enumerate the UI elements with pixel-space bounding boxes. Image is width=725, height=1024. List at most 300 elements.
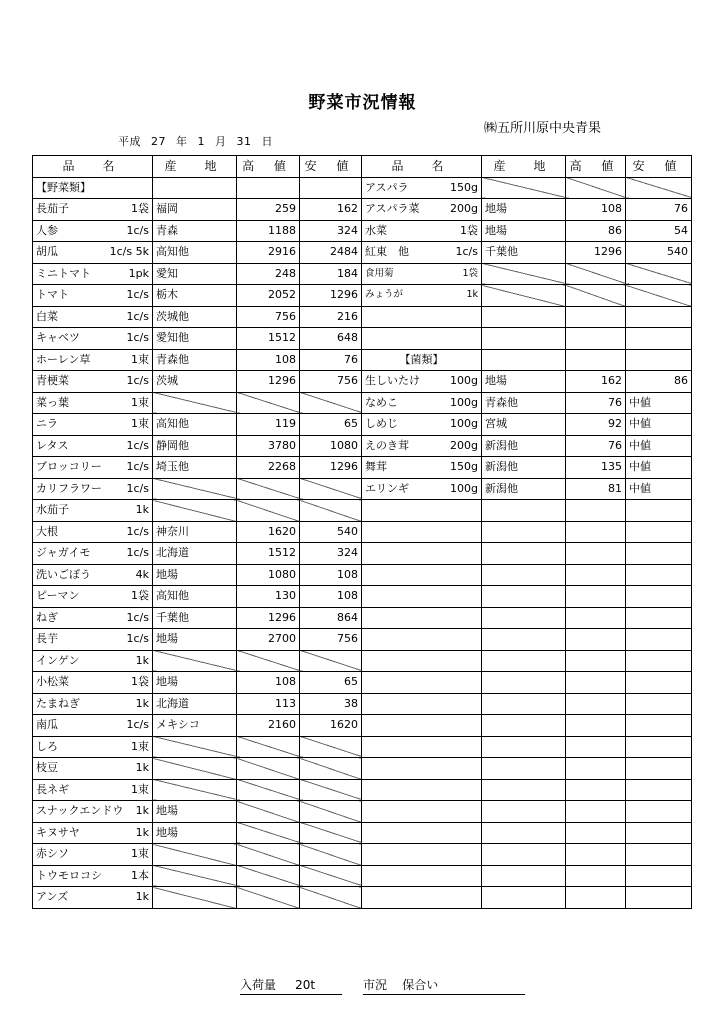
- item-name: 小松菜: [36, 675, 69, 688]
- table-row: [33, 543, 692, 565]
- item-name: しめじ: [365, 417, 398, 430]
- low-price-cell: 中値: [626, 457, 692, 479]
- item-cell: [33, 672, 153, 694]
- origin-cell: [153, 844, 237, 866]
- item-cell: [362, 736, 482, 758]
- item-cell: [33, 349, 153, 371]
- high-price-cell: 2268: [237, 457, 300, 479]
- origin-cell: 高知他: [153, 242, 237, 264]
- low-price-cell: 1296: [300, 285, 362, 307]
- high-price-cell: [237, 887, 300, 909]
- low-price-cell: 324: [300, 543, 362, 565]
- item-cell: [33, 779, 153, 801]
- item-unit: 1k: [135, 503, 149, 516]
- low-price-cell: 864: [300, 607, 362, 629]
- origin-cell: [482, 564, 566, 586]
- item-unit: 1c/s: [126, 481, 149, 495]
- origin-cell: [153, 779, 237, 801]
- origin-cell: 茨城他: [153, 306, 237, 328]
- item-name: ニラ: [36, 417, 58, 430]
- empty-cell: [626, 349, 692, 371]
- high-price-cell: [237, 650, 300, 672]
- low-price-cell: [626, 500, 692, 522]
- high-price-cell: [566, 177, 626, 199]
- item-cell: [362, 242, 482, 264]
- empty-cell: [566, 349, 626, 371]
- low-price-cell: [300, 822, 362, 844]
- low-price-cell: [300, 801, 362, 823]
- origin-cell: 高知他: [153, 586, 237, 608]
- high-price-cell: [566, 650, 626, 672]
- origin-cell: [482, 693, 566, 715]
- high-price-cell: 2160: [237, 715, 300, 737]
- item-name: 白菜: [36, 309, 58, 323]
- item-name: ねぎ: [36, 610, 58, 624]
- item-unit: 1袋: [131, 589, 149, 602]
- item-cell: [33, 736, 153, 758]
- item-cell: [33, 306, 153, 328]
- origin-cell: [482, 521, 566, 543]
- origin-cell: 青森他: [153, 349, 237, 371]
- item-unit: 100g: [450, 481, 478, 495]
- table-row: [33, 199, 692, 221]
- item-cell: [33, 371, 153, 393]
- item-cell: [362, 199, 482, 221]
- item-unit: 1束: [131, 395, 149, 409]
- table-row: [33, 371, 692, 393]
- origin-cell: 千葉他: [482, 242, 566, 264]
- high-price-cell: [566, 693, 626, 715]
- item-cell: [362, 285, 482, 307]
- low-price-cell: [626, 779, 692, 801]
- item-unit: 1c/s: [126, 331, 149, 344]
- low-price-cell: [626, 586, 692, 608]
- empty-cell: [300, 177, 362, 199]
- item-name: ジャガイモ: [36, 546, 91, 559]
- table-row: [33, 177, 692, 199]
- item-cell: [33, 607, 153, 629]
- item-cell: [362, 672, 482, 694]
- table-row: [33, 263, 692, 285]
- item-cell: [33, 242, 153, 264]
- high-price-cell: [237, 500, 300, 522]
- low-price-cell: [626, 564, 692, 586]
- origin-cell: 青森: [153, 220, 237, 242]
- origin-cell: 地場: [153, 801, 237, 823]
- item-cell: [362, 564, 482, 586]
- item-unit: 200g: [450, 202, 478, 215]
- high-price-cell: 76: [566, 392, 626, 414]
- column-header: 産 地: [482, 156, 566, 178]
- high-price-cell: 108: [566, 199, 626, 221]
- origin-cell: [482, 715, 566, 737]
- item-unit: 100g: [450, 395, 478, 409]
- low-price-cell: 324: [300, 220, 362, 242]
- origin-cell: [482, 865, 566, 887]
- table-row: [33, 607, 692, 629]
- high-price-cell: 1296: [237, 607, 300, 629]
- origin-cell: [482, 736, 566, 758]
- item-name: 長芋: [36, 632, 58, 645]
- item-cell: [33, 220, 153, 242]
- low-price-cell: [626, 650, 692, 672]
- high-price-cell: [566, 543, 626, 565]
- low-price-cell: [626, 285, 692, 307]
- item-name: 生しいたけ: [365, 374, 420, 387]
- low-price-cell: [300, 736, 362, 758]
- origin-cell: [482, 629, 566, 651]
- item-unit: 1pk: [128, 266, 149, 280]
- arrival-volume: 入荷量 20t: [240, 976, 342, 995]
- item-name: カリフラワー: [36, 481, 102, 495]
- high-price-cell: [566, 263, 626, 285]
- low-price-cell: 54: [626, 220, 692, 242]
- origin-cell: 地場: [482, 199, 566, 221]
- item-name: 長茄子: [36, 202, 69, 215]
- item-cell: [33, 414, 153, 436]
- origin-cell: [482, 672, 566, 694]
- item-cell: [362, 758, 482, 780]
- high-price-cell: 130: [237, 586, 300, 608]
- item-name: ミニトマト: [36, 266, 91, 280]
- item-name: アンズ: [36, 890, 69, 903]
- low-price-cell: [626, 822, 692, 844]
- high-price-cell: 162: [566, 371, 626, 393]
- origin-cell: [482, 543, 566, 565]
- low-price-cell: [626, 543, 692, 565]
- high-price-cell: 108: [237, 672, 300, 694]
- item-cell: [362, 392, 482, 414]
- market-price-table: [32, 155, 692, 909]
- item-name: 舞茸: [365, 460, 387, 473]
- low-price-cell: [300, 650, 362, 672]
- empty-cell: [237, 177, 300, 199]
- origin-cell: 愛知: [153, 263, 237, 285]
- origin-cell: [482, 844, 566, 866]
- low-price-cell: 756: [300, 371, 362, 393]
- low-price-cell: 中値: [626, 435, 692, 457]
- item-cell: [362, 457, 482, 479]
- item-cell: [33, 521, 153, 543]
- high-price-cell: [237, 779, 300, 801]
- item-cell: [33, 715, 153, 737]
- origin-cell: 宮城: [482, 414, 566, 436]
- item-cell: [362, 177, 482, 199]
- origin-cell: 地場: [153, 564, 237, 586]
- low-price-cell: 1080: [300, 435, 362, 457]
- item-unit: 1c/s: [126, 438, 149, 452]
- item-unit: 1本: [131, 868, 149, 882]
- origin-cell: [482, 801, 566, 823]
- high-price-cell: [566, 521, 626, 543]
- item-name: キヌサヤ: [36, 825, 80, 839]
- high-price-cell: 135: [566, 457, 626, 479]
- origin-cell: [153, 865, 237, 887]
- empty-cell: [482, 349, 566, 371]
- low-price-cell: [626, 715, 692, 737]
- item-unit: 1c/s: [126, 524, 149, 538]
- table-row: [33, 779, 692, 801]
- high-price-cell: [566, 779, 626, 801]
- table-row: [33, 715, 692, 737]
- high-price-cell: [566, 865, 626, 887]
- item-cell: [33, 328, 153, 350]
- high-price-cell: [237, 822, 300, 844]
- low-price-cell: [300, 887, 362, 909]
- high-price-cell: [237, 844, 300, 866]
- item-cell: [33, 285, 153, 307]
- item-unit: 1k: [135, 653, 149, 667]
- column-header: 高 値: [566, 156, 626, 178]
- item-unit: 200g: [450, 438, 478, 452]
- item-name: トウモロコシ: [36, 868, 102, 882]
- company-name: ㈱五所川原中央青果: [484, 121, 602, 136]
- category-label: 【菌類】: [362, 349, 482, 371]
- high-price-cell: [566, 887, 626, 909]
- item-cell: [362, 650, 482, 672]
- table-row: [33, 349, 692, 371]
- origin-cell: 青森他: [482, 392, 566, 414]
- origin-cell: 茨城: [153, 371, 237, 393]
- item-cell: [33, 887, 153, 909]
- item-name: スナックエンドウ: [36, 804, 124, 817]
- item-cell: [362, 263, 482, 285]
- column-header: 産 地: [153, 156, 237, 178]
- item-cell: [362, 779, 482, 801]
- high-price-cell: [237, 478, 300, 500]
- low-price-cell: [300, 392, 362, 414]
- item-unit: 1束: [131, 352, 149, 366]
- high-price-cell: 1296: [566, 242, 626, 264]
- origin-cell: 愛知他: [153, 328, 237, 350]
- item-unit: 100g: [450, 417, 478, 430]
- low-price-cell: 108: [300, 564, 362, 586]
- table-row: [33, 672, 692, 694]
- item-name: 青梗菜: [36, 374, 69, 387]
- low-price-cell: [626, 607, 692, 629]
- item-unit: 1c/s: [126, 374, 149, 387]
- origin-cell: 栃木: [153, 285, 237, 307]
- item-name: インゲン: [36, 653, 80, 667]
- high-price-cell: 2052: [237, 285, 300, 307]
- table-row: [33, 844, 692, 866]
- table-row: [33, 801, 692, 823]
- low-price-cell: [300, 758, 362, 780]
- high-price-cell: [566, 500, 626, 522]
- item-cell: [33, 457, 153, 479]
- item-name: ホーレン草: [36, 352, 91, 366]
- table-row: [33, 328, 692, 350]
- low-price-cell: 65: [300, 672, 362, 694]
- table-row: [33, 564, 692, 586]
- item-cell: [33, 500, 153, 522]
- item-unit: 1袋: [460, 223, 478, 237]
- market-condition: 市況 保合い: [363, 976, 525, 995]
- table-row: [33, 478, 692, 500]
- high-price-cell: [566, 672, 626, 694]
- item-cell: [33, 758, 153, 780]
- empty-cell: [153, 177, 237, 199]
- item-unit: 1袋: [131, 675, 149, 688]
- high-price-cell: [566, 736, 626, 758]
- item-name: 洗いごぼう: [36, 567, 91, 581]
- item-unit: 1c/s: [126, 288, 149, 301]
- origin-cell: [153, 500, 237, 522]
- origin-cell: 埼玉他: [153, 457, 237, 479]
- high-price-cell: 86: [566, 220, 626, 242]
- item-cell: [33, 629, 153, 651]
- item-unit: 1k: [466, 289, 478, 300]
- origin-cell: 新潟他: [482, 457, 566, 479]
- item-cell: [362, 306, 482, 328]
- item-cell: [362, 521, 482, 543]
- low-price-cell: 2484: [300, 242, 362, 264]
- item-unit: 1c/s: [126, 610, 149, 624]
- low-price-cell: [626, 672, 692, 694]
- item-cell: [362, 844, 482, 866]
- low-price-cell: 756: [300, 629, 362, 651]
- low-price-cell: 中値: [626, 478, 692, 500]
- item-cell: [33, 435, 153, 457]
- high-price-cell: 1620: [237, 521, 300, 543]
- item-cell: [362, 715, 482, 737]
- high-price-cell: 248: [237, 263, 300, 285]
- item-cell: [362, 887, 482, 909]
- column-header: 安 値: [626, 156, 692, 178]
- origin-cell: 地場: [153, 629, 237, 651]
- item-unit: 100g: [450, 374, 478, 387]
- table-row: [33, 586, 692, 608]
- origin-cell: [482, 500, 566, 522]
- origin-cell: 地場: [482, 220, 566, 242]
- table-row: [33, 736, 692, 758]
- low-price-cell: 1620: [300, 715, 362, 737]
- low-price-cell: [626, 887, 692, 909]
- item-name: 人参: [36, 223, 58, 237]
- low-price-cell: 1296: [300, 457, 362, 479]
- low-price-cell: 中値: [626, 414, 692, 436]
- origin-cell: [482, 887, 566, 909]
- high-price-cell: 113: [237, 693, 300, 715]
- origin-cell: [482, 586, 566, 608]
- item-unit: 1k: [135, 696, 149, 710]
- low-price-cell: 76: [626, 199, 692, 221]
- item-name: アスパラ: [365, 180, 409, 194]
- origin-cell: [482, 650, 566, 672]
- item-unit: 1c/s: [126, 309, 149, 323]
- item-cell: [362, 822, 482, 844]
- item-unit: 1c/s: [126, 223, 149, 237]
- high-price-cell: [566, 801, 626, 823]
- item-cell: [362, 543, 482, 565]
- high-price-cell: 756: [237, 306, 300, 328]
- item-cell: [33, 865, 153, 887]
- item-name: ブロッコリー: [36, 460, 102, 473]
- item-name: レタス: [36, 438, 69, 452]
- origin-cell: 北海道: [153, 543, 237, 565]
- low-price-cell: 65: [300, 414, 362, 436]
- item-name: 胡瓜: [36, 245, 58, 258]
- low-price-cell: 540: [626, 242, 692, 264]
- table-row: [33, 392, 692, 414]
- item-name: 大根: [36, 524, 58, 538]
- origin-cell: [153, 650, 237, 672]
- origin-cell: 福岡: [153, 199, 237, 221]
- item-unit: 4k: [135, 567, 149, 581]
- item-cell: [33, 844, 153, 866]
- item-unit: 1k: [135, 804, 149, 817]
- origin-cell: メキシコ: [153, 715, 237, 737]
- category-label: 【野菜類】: [33, 177, 153, 199]
- origin-cell: 高知他: [153, 414, 237, 436]
- high-price-cell: [566, 306, 626, 328]
- low-price-cell: [626, 177, 692, 199]
- high-price-cell: 1080: [237, 564, 300, 586]
- item-cell: [362, 500, 482, 522]
- low-price-cell: 648: [300, 328, 362, 350]
- item-cell: [33, 478, 153, 500]
- origin-cell: [153, 887, 237, 909]
- table-row: [33, 285, 692, 307]
- origin-cell: [482, 328, 566, 350]
- low-price-cell: [626, 801, 692, 823]
- origin-cell: 地場: [153, 672, 237, 694]
- item-cell: [362, 414, 482, 436]
- origin-cell: [482, 779, 566, 801]
- high-price-cell: [566, 607, 626, 629]
- item-cell: [33, 543, 153, 565]
- origin-cell: 地場: [482, 371, 566, 393]
- table-row: [33, 650, 692, 672]
- table-row: [33, 242, 692, 264]
- high-price-cell: 3780: [237, 435, 300, 457]
- low-price-cell: [300, 865, 362, 887]
- high-price-cell: [237, 736, 300, 758]
- origin-cell: [482, 306, 566, 328]
- item-unit: 1束: [131, 417, 149, 430]
- item-cell: [33, 650, 153, 672]
- page-title: 野菜市況情報: [308, 93, 417, 113]
- item-cell: [33, 822, 153, 844]
- high-price-cell: 1296: [237, 371, 300, 393]
- table-row: [33, 693, 692, 715]
- origin-cell: [153, 758, 237, 780]
- origin-cell: 北海道: [153, 693, 237, 715]
- table-row: [33, 457, 692, 479]
- low-price-cell: 184: [300, 263, 362, 285]
- high-price-cell: [566, 758, 626, 780]
- low-price-cell: [300, 844, 362, 866]
- high-price-cell: 81: [566, 478, 626, 500]
- high-price-cell: 76: [566, 435, 626, 457]
- table-row: [33, 629, 692, 651]
- table-row: [33, 521, 692, 543]
- item-cell: [362, 801, 482, 823]
- high-price-cell: [237, 801, 300, 823]
- low-price-cell: [626, 306, 692, 328]
- item-cell: [362, 220, 482, 242]
- low-price-cell: [626, 844, 692, 866]
- origin-cell: [153, 478, 237, 500]
- item-cell: [362, 629, 482, 651]
- high-price-cell: [566, 586, 626, 608]
- low-price-cell: [626, 736, 692, 758]
- item-unit: 1袋: [131, 202, 149, 215]
- origin-cell: [482, 822, 566, 844]
- item-unit: 1c/s: [126, 718, 149, 731]
- item-unit: 1k: [135, 825, 149, 839]
- low-price-cell: [626, 865, 692, 887]
